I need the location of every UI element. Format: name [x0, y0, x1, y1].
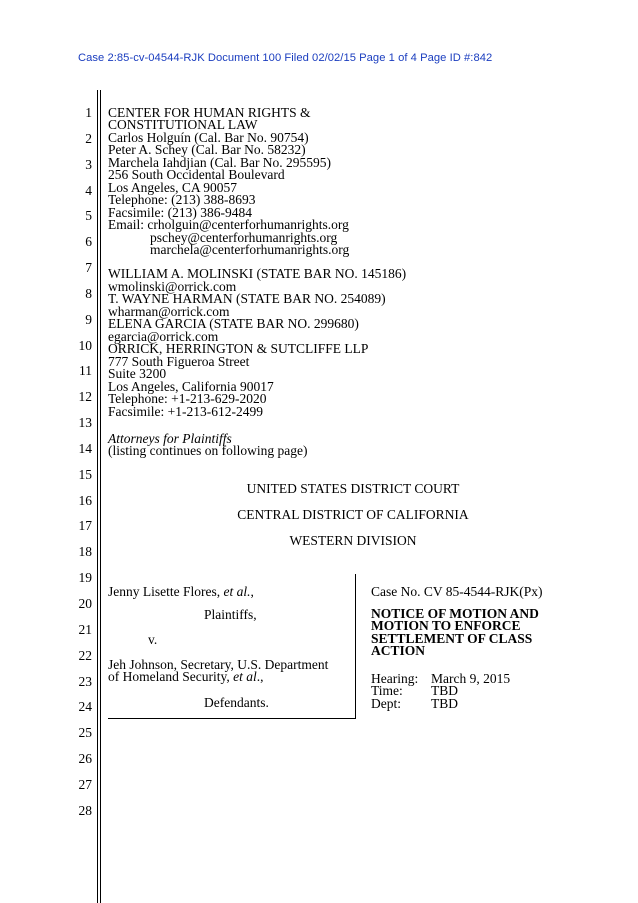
counsel-line: Marchela Iahdjian (Cal. Bar No. 295595) — [108, 155, 332, 170]
line-number: 19 — [78, 570, 92, 585]
counsel-line: T. WAYNE HARMAN (STATE BAR NO. 254089) — [108, 291, 386, 306]
dept-value: TBD — [431, 696, 458, 711]
line-number: 24 — [78, 699, 92, 714]
line-number: 4 — [85, 183, 92, 198]
counsel-email: pschey@centerforhumanrights.org — [150, 230, 338, 245]
counsel-line: CONSTITUTIONAL LAW — [108, 117, 258, 132]
motion-title-line: SETTLEMENT OF CLASS — [371, 631, 533, 646]
line-number: 25 — [78, 725, 92, 740]
court-name: UNITED STATES DISTRICT COURT — [246, 481, 460, 496]
plaintiff-name-text: Jenny Lisette Flores, — [108, 584, 224, 599]
court-district: CENTRAL DISTRICT OF CALIFORNIA — [237, 507, 469, 522]
line-number: 6 — [85, 234, 92, 249]
counsel-line: Facsimile: +1-213-612-2499 — [108, 404, 263, 419]
defendant-line1: Jeh Johnson, Secretary, U.S. Department — [108, 657, 329, 672]
line-number: 9 — [85, 312, 92, 327]
hearing-label: Hearing: — [371, 671, 419, 686]
motion-title-line: ACTION — [371, 643, 426, 658]
caption-bottom-rule — [108, 718, 356, 719]
plaintiff-etal: et al. — [223, 584, 251, 599]
motion-title-line: NOTICE OF MOTION AND — [371, 606, 539, 621]
line-number: 3 — [85, 157, 92, 172]
counsel-line: Suite 3200 — [108, 366, 167, 381]
line-number: 2 — [85, 131, 92, 146]
line-number: 17 — [78, 518, 92, 533]
line-number: 22 — [78, 648, 92, 663]
case-header-stamp: Case 2:85-cv-04544-RJK Document 100 Filed 02/02/15 Page 1 of 4 Page ID #:842 — [78, 52, 493, 64]
counsel-line: 777 South Figueroa Street — [108, 354, 250, 369]
counsel-line: Telephone: +1-213-629-2020 — [108, 391, 267, 406]
counsel-line: WILLIAM A. MOLINSKI (STATE BAR NO. 145186) — [108, 266, 407, 281]
line-number: 1 — [85, 105, 92, 120]
plaintiff-name — [108, 585, 254, 598]
case-number: Case No. CV 85-4544-RJK(Px) — [371, 584, 543, 599]
counsel-email: marchela@centerforhumanrights.org — [150, 242, 350, 257]
counsel-line: CENTER FOR HUMAN RIGHTS & — [108, 105, 311, 120]
counsel-email: egarcia@orrick.com — [108, 329, 219, 344]
line-number: 23 — [78, 674, 92, 689]
counsel-line: Los Angeles, CA 90057 — [108, 180, 238, 195]
plaintiff-comma: , — [250, 584, 254, 599]
counsel-line: 256 South Occidental Boulevard — [108, 167, 285, 182]
defendant-line2-end: ., — [256, 669, 264, 684]
counsel-line: ORRICK, HERRINGTON & SUTCLIFFE LLP — [108, 341, 369, 356]
counsel-line: Carlos Holguín (Cal. Bar No. 90754) — [108, 130, 309, 145]
counsel-line: Telephone: (213) 388-8693 — [108, 192, 256, 207]
left-margin-rule-outer — [97, 90, 98, 903]
line-number: 28 — [78, 803, 92, 818]
listing-note: (listing continues on following page) — [108, 443, 308, 458]
plaintiffs-label: Plaintiffs, — [204, 607, 257, 622]
line-number: 8 — [85, 286, 92, 301]
line-number: 5 — [85, 208, 92, 223]
counsel-line: ELENA GARCIA (STATE BAR NO. 299680) — [108, 316, 359, 331]
line-number: 7 — [85, 260, 92, 275]
line-number: 16 — [78, 493, 92, 508]
counsel-email: wmolinski@orrick.com — [108, 279, 237, 294]
versus: v. — [148, 632, 158, 647]
court-division: WESTERN DIVISION — [289, 533, 417, 548]
defendant-line2 — [108, 670, 263, 683]
counsel-line: Los Angeles, California 90017 — [108, 379, 274, 394]
counsel-line: Facsimile: (213) 386-9484 — [108, 205, 252, 220]
defendant-etal: et al — [233, 669, 257, 684]
line-number: 13 — [78, 415, 92, 430]
dept-label: Dept: — [371, 696, 401, 711]
line-number: 21 — [78, 622, 92, 637]
left-margin-rule-inner — [100, 90, 101, 903]
line-number: 26 — [78, 751, 92, 766]
time-value: TBD — [431, 683, 458, 698]
line-number: 14 — [78, 441, 92, 456]
caption-divider — [355, 574, 356, 719]
motion-title-line: MOTION TO ENFORCE — [371, 618, 521, 633]
defendants-label: Defendants. — [204, 695, 269, 710]
counsel-email: wharman@orrick.com — [108, 304, 230, 319]
line-number: 18 — [78, 544, 92, 559]
line-number: 10 — [78, 338, 92, 353]
line-number: 12 — [78, 389, 92, 404]
line-number: 20 — [78, 596, 92, 611]
time-label: Time: — [371, 683, 403, 698]
counsel-line: Peter A. Schey (Cal. Bar No. 58232) — [108, 142, 306, 157]
line-number: 27 — [78, 777, 92, 792]
line-number: 15 — [78, 467, 92, 482]
line-number: 11 — [79, 363, 92, 378]
hearing-value: March 9, 2015 — [431, 671, 511, 686]
defendant-line2-text: of Homeland Security, — [108, 669, 234, 684]
counsel-email: Email: crholguin@centerforhumanrights.org — [108, 217, 349, 232]
attorneys-for: Attorneys for Plaintiffs — [108, 431, 232, 446]
